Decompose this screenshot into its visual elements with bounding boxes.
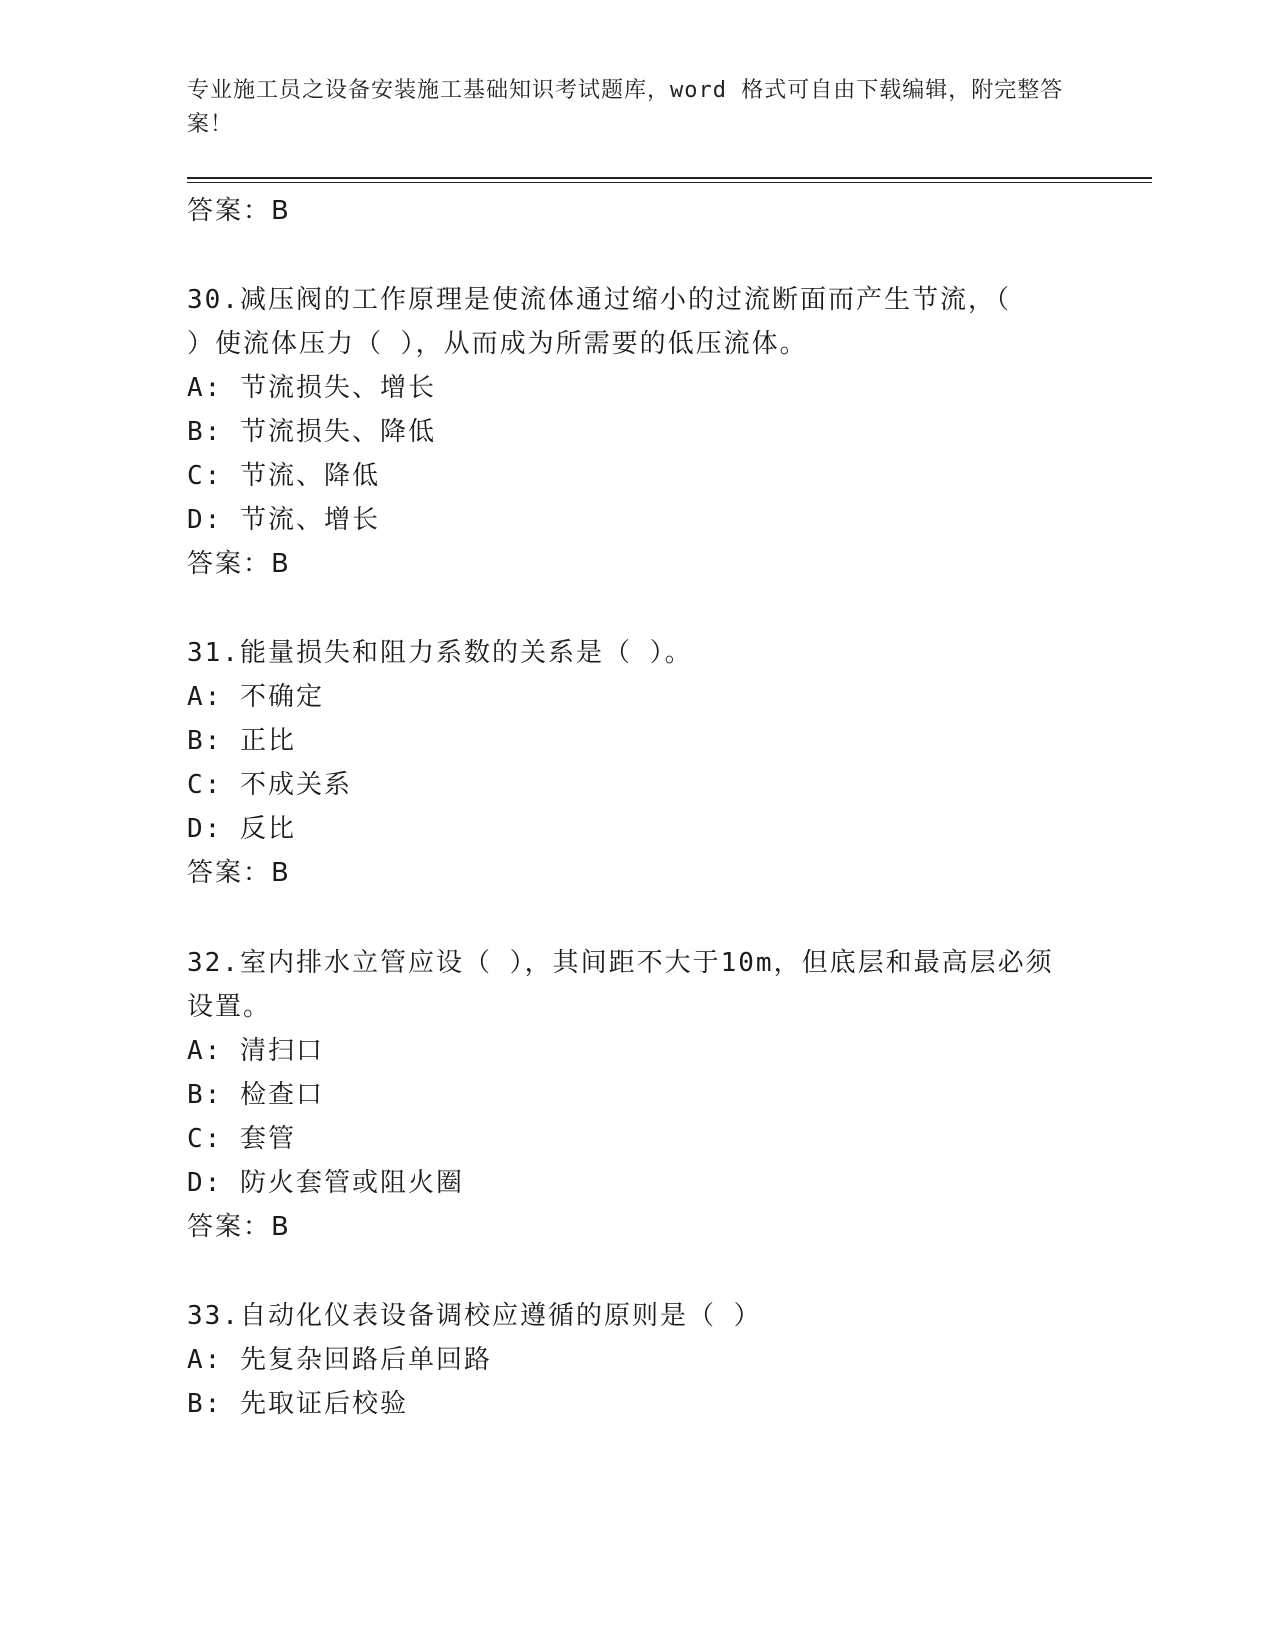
question-33-option-b: B: 先取证后校验 (187, 1389, 408, 1419)
question-32-answer: 答案：B (187, 1212, 291, 1242)
question-32-option-c: C: 套管 (187, 1124, 296, 1154)
question-30-option-d: D: 节流、增长 (187, 505, 380, 535)
document-intro: 专业施工员之设备安装施工基础知识考试题库，word 格式可自由下载编辑，附完整答案！ (187, 78, 1064, 137)
header-divider-thin (187, 182, 1152, 183)
question-31-option-c: C: 不成关系 (187, 770, 352, 800)
question-32-text-cont: 设置。 (187, 992, 272, 1022)
question-30-option-b: B: 节流损失、降低 (187, 417, 436, 447)
question-30-text: 30.减压阀的工作原理是使流体通过缩小的过流断面而产生节流，（ (187, 285, 1011, 315)
question-31-option-a: A: 不确定 (187, 682, 324, 712)
question-32-option-a: A: 清扫口 (187, 1036, 324, 1066)
question-32-option-d: D: 防火套管或阻火圈 (187, 1168, 464, 1198)
question-30-text-cont: ）使流体压力（ ），从而成为所需要的低压流体。 (187, 329, 808, 359)
question-33-option-a: A: 先复杂回路后单回路 (187, 1345, 492, 1375)
question-30-option-c: C: 节流、降低 (187, 461, 380, 491)
question-31-answer: 答案：B (187, 858, 291, 888)
question-30-option-a: A: 节流损失、增长 (187, 373, 436, 403)
previous-answer: 答案：B (187, 196, 291, 226)
question-31-option-d: D: 反比 (187, 814, 296, 844)
header-divider (187, 177, 1152, 179)
question-31-option-b: B: 正比 (187, 726, 296, 756)
question-32-text: 32.室内排水立管应设（ ），其间距不大于10m，但底层和最高层必须 (187, 948, 1054, 978)
question-30-answer: 答案：B (187, 549, 291, 579)
question-31-text: 31.能量损失和阻力系数的关系是（ ）。 (187, 638, 693, 668)
question-32-option-b: B: 检查口 (187, 1080, 324, 1110)
question-33-text: 33.自动化仪表设备调校应遵循的原则是（ ） (187, 1301, 762, 1331)
